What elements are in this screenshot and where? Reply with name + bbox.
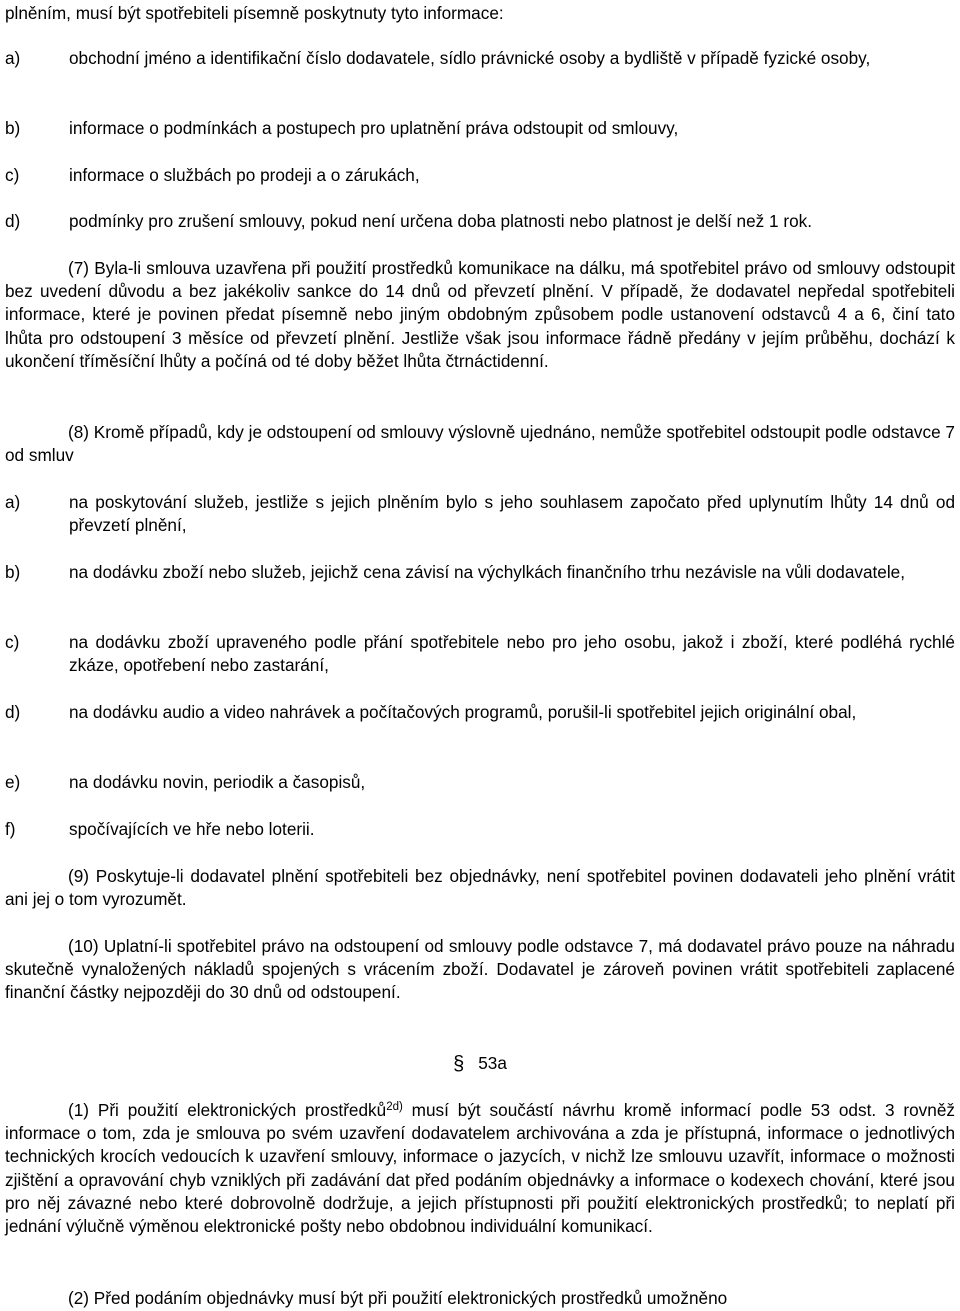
list-label: b) xyxy=(5,562,21,582)
list-label: d) xyxy=(5,211,21,231)
list-text: obchodní jméno a identifikační číslo dodavatele, sídlo právnické osoby a bydliště v případě fyzické osoby, xyxy=(69,48,871,68)
paragraph-8: (8) Kromě případů, kdy je odstoupení od smlouvy výslovně ujednáno, nemůže spotřebitel odstoupit podle odstavce 7 od smluv xyxy=(5,422,955,466)
paragraph-53a-1: (1) Při použití elektronických prostředků$^{2d)}$ musí být součástí návrhu kromě informací podle 53 odst. 3 rovněž informace o tom, zda je smlouva po svém uzavření dodavatelem archivována a zda je přístupná, informace o jednotlivých technických krocích vedoucích k uzavření smlouvy, informace o jazycích, v nichž lze smlouvu uzavřít, informace o možnosti zjištění a opravování chyb vzniklých při zadávání dat před podáním objednávky a informace o kodexech chování, které jsou pro něj závazné nebo které dobrovolně dodržuje, a jejich přístupnosti při použití elektronických prostředků; to neplatí při jednání výlučně výměnou elektronické pošty nebo obdobnou individuální komunikací. xyxy=(5,1100,955,1237)
section-heading xyxy=(0,1052,960,1075)
paragraph-7: (7) Byla-li smlouva uzavřena při použití prostředků komunikace na dálku, má spotřebitel právo od smlouvy odstoupit bez uvedení důvodu a bez jakékoliv sankce do 14 dnů od převzetí plnění. V případě, že dodavatel nepředal spotřebiteli informace, které je povinen předat písemně nebo jiným obdobným způsobem podle ustanovení odstavců 4 a 6, činí tato lhůta pro odstoupení 3 měsíce od převzetí plnění. Jestliže však jsou informace řádně předány v jejím průběhu, dochází k ukončení tříměsíční lhůty a počíná od té doby běžet lhůta čtrnáctidenní. xyxy=(5,258,955,371)
list-label: f) xyxy=(5,819,16,839)
paragraph-53a-2: (2) Před podáním objednávky musí být při použití elektronických prostředků umožněno xyxy=(68,1288,728,1308)
list-text: na poskytování služeb, jestliže s jejich plněním bylo s jeho souhlasem započato před uplynutím lhůty 14 dnů od převzetí plnění, xyxy=(69,492,955,535)
list-text: na dodávku zboží nebo služeb, jejichž cena závisí na výchylkách finančního trhu nezávisle na vůli dodavatele, xyxy=(69,562,906,582)
list-label: a) xyxy=(5,492,21,512)
list-text: informace o službách po prodeji a o zárukách, xyxy=(69,165,420,185)
section-symbol: § xyxy=(453,1053,465,1075)
paragraph-9: (9) Poskytuje-li dodavatel plnění spotřebiteli bez objednávky, není spotřebitel povinen dodavateli jeho plnění vrátit ani jej o tom vyrozumět. xyxy=(5,866,955,910)
section-number: 53a xyxy=(478,1053,507,1073)
list-label: c) xyxy=(5,165,20,185)
list-label: a) xyxy=(5,48,21,68)
list-text: na dodávku novin, periodik a časopisů, xyxy=(69,772,366,792)
list-text: na dodávku zboží upraveného podle přání spotřebitele nebo pro jeho osobu, jakož i zboží, které podléhá rychlé zkáze, opotřebení nebo zastarání, xyxy=(69,632,955,675)
list-text: podmínky pro zrušení smlouvy, pokud není určena doba platnosti nebo platnost je delší než 1 rok. xyxy=(69,211,813,231)
footnote-ref[interactable]: 2d) xyxy=(386,1101,403,1113)
list-label: d) xyxy=(5,702,21,722)
intro-text: plněním, musí být spotřebiteli písemně poskytnuty tyto informace: xyxy=(5,3,504,23)
list-label: b) xyxy=(5,118,21,138)
list-text: spočívajících ve hře nebo loterii. xyxy=(69,819,315,839)
list-text: na dodávku audio a video nahrávek a počítačových programů, porušil-li spotřebitel jejich originální obal, xyxy=(69,702,857,722)
list-label: c) xyxy=(5,632,20,652)
list-label: e) xyxy=(5,772,21,792)
paragraph-10: (10) Uplatní-li spotřebitel právo na odstoupení od smlouvy podle odstavce 7, má dodavatel právo pouze na náhradu skutečně vynaložených nákladů spojených s vrácením zboží. Dodavatel je zároveň povinen vrátit spotřebiteli zaplacené finanční částky nejpozději do 30 dnů od odstoupení. xyxy=(5,936,955,1003)
list-text: informace o podmínkách a postupech pro uplatnění práva odstoupit od smlouvy, xyxy=(69,118,679,138)
